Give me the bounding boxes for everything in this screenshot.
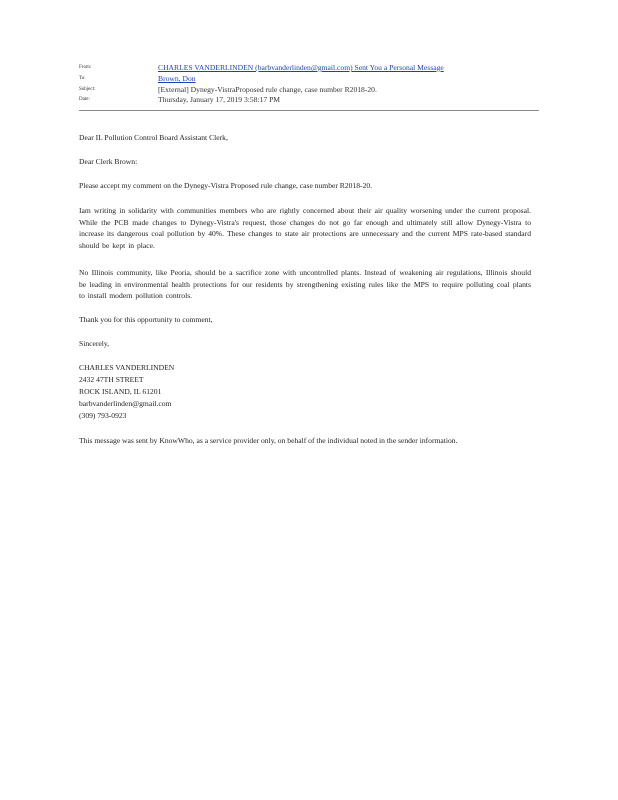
sender-link[interactable]: CHARLES VANDERLINDEN (barbvanderlinden@gmail.com) Sent You a Personal Message — [158, 63, 444, 72]
salutation-clerk: Dear Clerk Brown: — [79, 157, 138, 166]
recipient-link[interactable]: Brown, Don — [158, 74, 196, 83]
paragraph-comment-intro: Please accept my comment on the Dynegy-Vistra Proposed rule change, case number R2018-20. — [79, 181, 373, 190]
from-label: From: — [79, 65, 92, 70]
signature-phone: (309) 793-0923 — [79, 411, 127, 420]
signature-street: 2432 47TH STREET — [79, 375, 144, 384]
date-label: Date: — [79, 97, 90, 102]
closing-line: Sincerely, — [79, 339, 110, 348]
subject-value: [External] Dynegy-VistraProposed rule change, case number R2018-20. — [158, 85, 377, 94]
signature-city: ROCK ISLAND, IL 61201 — [79, 387, 162, 396]
signature-name: CHARLES VANDERLINDEN — [79, 363, 175, 372]
date-value: Thursday, January 17, 2019 3:58:17 PM — [158, 95, 281, 104]
paragraph-no-sacrifice-zone: No Illinois community, like Peoria, should be a sacrifice zone with uncontrolled plants. Instead of weakening air regulations, Illinois should be leading in environmental health protections for our residents by strengthening existing rules like the MPS to require polluting coal plants to install modern pollution controls. — [79, 268, 531, 301]
to-label: To: — [79, 76, 86, 81]
thank-you-line: Thank you for this opportunity to comment, — [79, 315, 213, 324]
subject-label: Subject: — [79, 87, 96, 92]
signature-email: barbvanderlinden@gmail.com — [79, 399, 172, 408]
knowwho-footer-note: This message was sent by KnowWho, as a service provider only, on behalf of the individual noted in the sender information. — [79, 436, 458, 445]
salutation-board: Dear IL Pollution Control Board Assistant Clerk, — [79, 133, 228, 142]
header-divider — [79, 110, 539, 111]
paragraph-solidarity: Iam writing in solidarity with communities members who are rightly concerned about their air quality worsening under the current proposal. While the PCB made changes to Dynegy-Vistra's request, those changes do not go far enough and ultimately still allow Dynegy-Vistra to increase its dangerous coal pollution by 40%. These changes to state air protections are unnecessary and the current MPS rate-based standard should be kept in place. — [79, 206, 531, 250]
